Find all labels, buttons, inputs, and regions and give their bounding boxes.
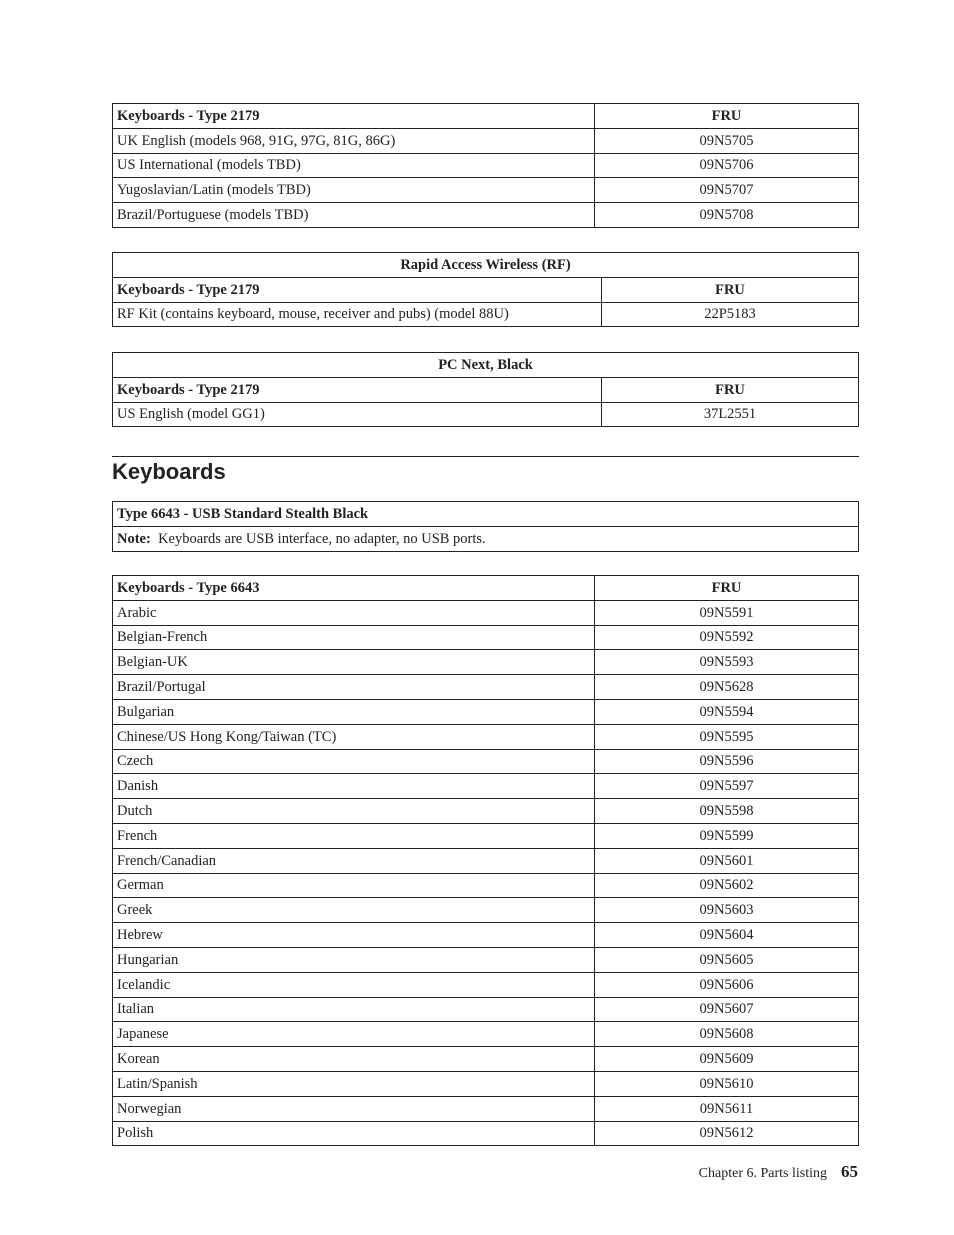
- table-header-row: [113, 576, 859, 601]
- column-header-fru: FRU: [602, 277, 859, 302]
- fru-number-cell: 09N5603: [595, 898, 859, 923]
- part-description-cell: Korean: [113, 1047, 595, 1072]
- part-description-cell: Brazil/Portugal: [113, 675, 595, 700]
- part-description-cell: US International (models TBD): [113, 153, 595, 178]
- fru-number-cell: 09N5591: [595, 600, 859, 625]
- part-description-cell: French/Canadian: [113, 848, 595, 873]
- table-row: [113, 153, 859, 178]
- fru-number-cell: 09N5610: [595, 1071, 859, 1096]
- column-header-keyboards: Keyboards - Type 2179: [113, 377, 602, 402]
- part-description-cell: French: [113, 823, 595, 848]
- fru-number-cell: 09N5612: [595, 1121, 859, 1146]
- table-row: [113, 699, 859, 724]
- table-row: [113, 898, 859, 923]
- part-description-cell: Bulgarian: [113, 699, 595, 724]
- keyboards-type-6643-table: [112, 575, 859, 1146]
- table-title-row: [113, 502, 859, 527]
- fru-number-cell: 09N5599: [595, 823, 859, 848]
- fru-number-cell: 09N5601: [595, 848, 859, 873]
- fru-number-cell: 22P5183: [602, 302, 859, 327]
- fru-number-cell: 09N5594: [595, 699, 859, 724]
- table-row: [113, 650, 859, 675]
- part-description-cell: Brazil/Portuguese (models TBD): [113, 203, 595, 228]
- table-row: [113, 1047, 859, 1072]
- part-description-cell: RF Kit (contains keyboard, mouse, receiver and pubs) (model 88U): [113, 302, 602, 327]
- fru-number-cell: 09N5593: [595, 650, 859, 675]
- fru-number-cell: 09N5598: [595, 799, 859, 824]
- table-row: [113, 600, 859, 625]
- part-description-cell: Dutch: [113, 799, 595, 824]
- fru-number-cell: 09N5596: [595, 749, 859, 774]
- part-description-cell: Belgian-French: [113, 625, 595, 650]
- part-description-cell: US English (model GG1): [113, 402, 602, 427]
- table-title: Rapid Access Wireless (RF): [113, 253, 859, 278]
- fru-number-cell: 09N5609: [595, 1047, 859, 1072]
- part-description-cell: Hebrew: [113, 923, 595, 948]
- table-row: [113, 997, 859, 1022]
- table-header-row: [113, 277, 859, 302]
- table-row: [113, 823, 859, 848]
- fru-number-cell: 09N5606: [595, 972, 859, 997]
- table-title-row: [113, 253, 859, 278]
- table-row: [113, 749, 859, 774]
- part-description-cell: Japanese: [113, 1022, 595, 1047]
- page-footer: [699, 1162, 858, 1184]
- fru-number-cell: 09N5597: [595, 774, 859, 799]
- table-row: [113, 774, 859, 799]
- part-description-cell: UK English (models 968, 91G, 97G, 81G, 86G): [113, 128, 595, 153]
- table-row: [113, 178, 859, 203]
- pc-next-black-table: [112, 352, 859, 427]
- part-description-cell: Arabic: [113, 600, 595, 625]
- column-header-fru: FRU: [595, 104, 859, 129]
- table-row: [113, 947, 859, 972]
- part-description-cell: Czech: [113, 749, 595, 774]
- keyboards-type-2179-table: [112, 103, 859, 228]
- column-header-keyboards: Keyboards - Type 6643: [113, 576, 595, 601]
- table-header-row: [113, 377, 859, 402]
- fru-number-cell: 09N5705: [595, 128, 859, 153]
- note-row: [113, 526, 859, 551]
- fru-number-cell: 37L2551: [602, 402, 859, 427]
- part-description-cell: Latin/Spanish: [113, 1071, 595, 1096]
- table-row: [113, 402, 859, 427]
- table-row: [113, 724, 859, 749]
- table-row: [113, 302, 859, 327]
- part-description-cell: Greek: [113, 898, 595, 923]
- note-label: Note:: [117, 530, 151, 547]
- part-description-cell: Hungarian: [113, 947, 595, 972]
- part-description-cell: Chinese/US Hong Kong/Taiwan (TC): [113, 724, 595, 749]
- fru-number-cell: 09N5708: [595, 203, 859, 228]
- table-row: [113, 1022, 859, 1047]
- table-title-row: [113, 353, 859, 378]
- part-description-cell: Norwegian: [113, 1096, 595, 1121]
- column-header-keyboards: Keyboards - Type 2179: [113, 277, 602, 302]
- table-row: [113, 128, 859, 153]
- part-description-cell: German: [113, 873, 595, 898]
- table-row: [113, 848, 859, 873]
- column-header-fru: FRU: [602, 377, 859, 402]
- column-header-keyboards: Keyboards - Type 2179: [113, 104, 595, 129]
- part-description-cell: Polish: [113, 1121, 595, 1146]
- fru-number-cell: 09N5607: [595, 997, 859, 1022]
- part-description-cell: Italian: [113, 997, 595, 1022]
- part-description-cell: Yugoslavian/Latin (models TBD): [113, 178, 595, 203]
- table-title: PC Next, Black: [113, 353, 859, 378]
- fru-number-cell: 09N5592: [595, 625, 859, 650]
- table-row: [113, 873, 859, 898]
- fru-number-cell: 09N5706: [595, 153, 859, 178]
- type-6643-info-table: [112, 501, 859, 552]
- page-number: 65: [841, 1162, 858, 1181]
- table-row: [113, 1121, 859, 1146]
- fru-number-cell: 09N5602: [595, 873, 859, 898]
- table-title: Type 6643 - USB Standard Stealth Black: [113, 502, 859, 527]
- table-row: [113, 1071, 859, 1096]
- table-row: [113, 972, 859, 997]
- table-row: [113, 923, 859, 948]
- fru-number-cell: 09N5707: [595, 178, 859, 203]
- fru-number-cell: 09N5611: [595, 1096, 859, 1121]
- note-text: Keyboards are USB interface, no adapter, no USB ports.: [158, 530, 486, 547]
- table-row: [113, 799, 859, 824]
- fru-number-cell: 09N5608: [595, 1022, 859, 1047]
- table-row: [113, 675, 859, 700]
- footer-chapter: Chapter 6. Parts listing: [698, 1166, 827, 1181]
- table-header-row: [113, 104, 859, 129]
- fru-number-cell: 09N5604: [595, 923, 859, 948]
- note-cell: [113, 526, 859, 551]
- fru-number-cell: 09N5605: [595, 947, 859, 972]
- part-description-cell: Danish: [113, 774, 595, 799]
- fru-number-cell: 09N5628: [595, 675, 859, 700]
- table-row: [113, 203, 859, 228]
- table-row: [113, 1096, 859, 1121]
- part-description-cell: Icelandic: [113, 972, 595, 997]
- table-row: [113, 625, 859, 650]
- section-heading: Keyboards: [112, 459, 226, 484]
- part-description-cell: Belgian-UK: [113, 650, 595, 675]
- column-header-fru: FRU: [595, 576, 859, 601]
- fru-number-cell: 09N5595: [595, 724, 859, 749]
- rapid-access-wireless-table: [112, 252, 859, 327]
